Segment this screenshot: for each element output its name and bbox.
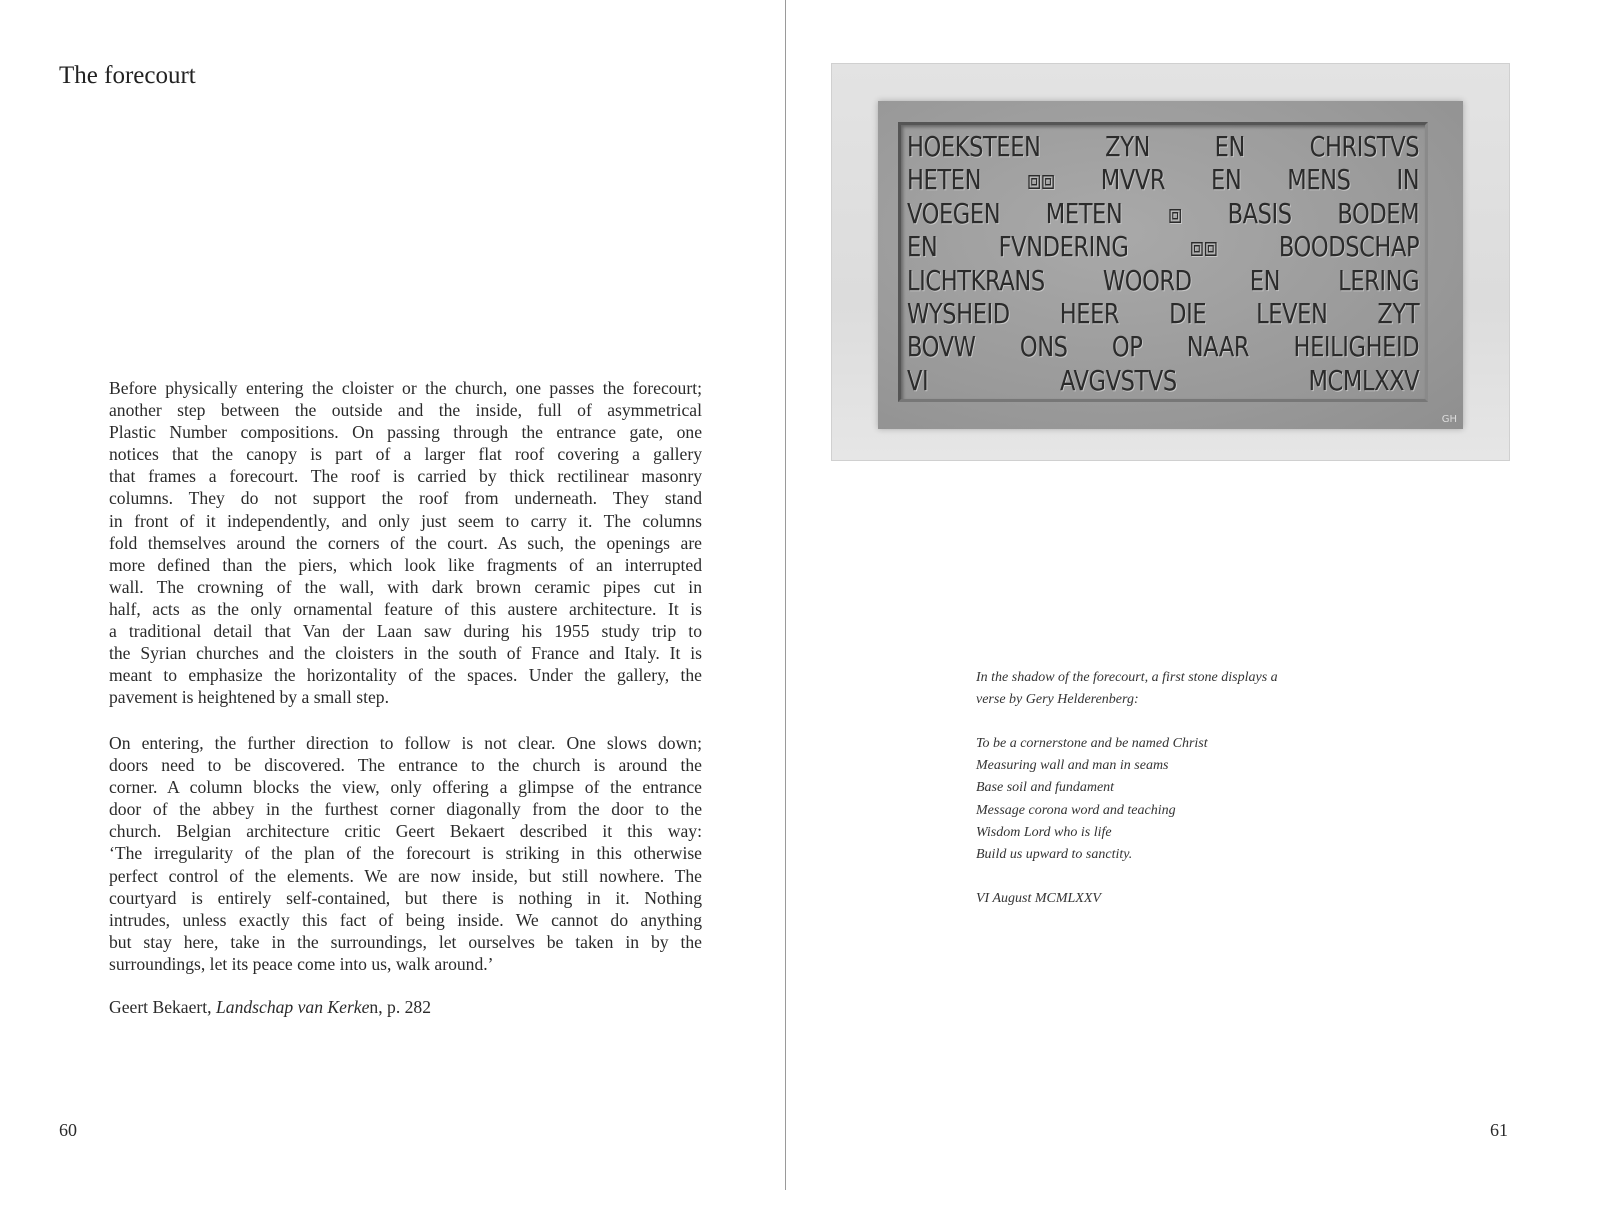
text-line: a traditional detail that Van der Laan saw during his 1955 study trip to: [109, 621, 702, 642]
text-line: church. Belgian architecture critic Geert Bekaert described it this way:: [109, 821, 702, 842]
text-line: notices that the canopy is part of a larger flat roof covering a gallery: [109, 444, 702, 465]
text-line: meant to emphasize the horizontality of the spaces. Under the gallery, the: [109, 665, 702, 686]
citation: [109, 997, 431, 1018]
caption-line: In the shadow of the forecourt, a first stone displays a: [976, 670, 1278, 685]
text-line: in front of it independently, and only just seem to carry it. The columns: [109, 510, 702, 531]
caption-line: verse by Gery Helderenberg:: [976, 692, 1139, 708]
inscription-line: WYSHEID HEER DIE LEVEN ZYT: [907, 298, 1420, 331]
text-line: but stay here, take in the surroundings, let ourselves be taken in by the: [109, 931, 702, 952]
paragraph-1: [109, 377, 702, 708]
caption-line: Base soil and fundament: [976, 780, 1115, 796]
caption-line: Wisdom Lord who is life: [976, 824, 1112, 840]
citation-work: Landschap van Kerke: [215, 997, 370, 1017]
text-line: fold themselves around the corners of the court. As such, the openings are: [109, 532, 702, 553]
text-line: door of the abbey in the furthest corner diagonally from the door to the: [109, 799, 702, 820]
text-line: Before physically entering the cloister or the church, one passes the forecourt;: [109, 378, 702, 398]
citation-rest: n, p. 282: [369, 997, 431, 1017]
left-page: [0, 0, 785, 1211]
text-line: columns. They do not support the roof from underneath. They stand: [109, 488, 702, 509]
caption-line: [976, 711, 1278, 733]
text-line: more defined than the piers, which look like fragments of an interrupted: [109, 554, 702, 575]
text-line: surroundings, let its peace come into us, walk around.’: [109, 953, 494, 974]
page-number-left: 60: [59, 1120, 77, 1140]
inscription-line: VI AVGVSTVS MCMLXXV: [907, 364, 1420, 397]
text-line: half, acts as the only ornamental feature of this austere architecture. It is: [109, 598, 702, 619]
inscription-line: BOVW ONS OP NAAR HEILIGHEID: [907, 331, 1420, 364]
caption-line: To be a cornerstone and be named Christ: [976, 736, 1208, 752]
right-page: [786, 0, 1600, 1211]
text-line: On entering, the further direction to follow is not clear. One slows down;: [109, 733, 702, 753]
text-line: the Syrian churches and the cloisters in the south of France and Italy. It is: [109, 643, 702, 664]
text-line: wall. The crowning of the wall, with dark brown ceramic pipes cut in: [109, 576, 702, 597]
paragraph-2: [109, 732, 702, 975]
page-number-right: 61: [1490, 1120, 1508, 1140]
text-line: pavement is heightened by a small step.: [109, 687, 389, 708]
text-line: doors need to be discovered. The entrance to the church is around the: [109, 755, 702, 776]
text-line: that frames a forecourt. The roof is carried by thick rectilinear masonry: [109, 466, 702, 487]
caption-line: Measuring wall and man in seams: [976, 758, 1169, 774]
text-line: ‘The irregularity of the plan of the forecourt is striking in this otherwise: [109, 843, 702, 864]
caption-line: Build us upward to sanctity.: [976, 846, 1133, 862]
maker-mark: GH: [1441, 414, 1457, 425]
cornerstone-photo: [831, 63, 1510, 461]
caption-line: Message corona word and teaching: [976, 802, 1176, 818]
inscription-line: HETEN ⧈⧈ MVVR EN MENS IN: [907, 164, 1420, 197]
citation-author: Geert Bekaert,: [109, 997, 216, 1017]
text-line: intrudes, unless exactly this fact of being inside. We cannot do anything: [109, 909, 702, 930]
photo-caption: [976, 667, 1278, 910]
text-line: Plastic Number compositions. On passing through the entrance gate, one: [109, 422, 702, 443]
page-title: The forecourt: [59, 62, 196, 89]
inscription: [898, 122, 1428, 402]
caption-line: VI August MCMLXXV: [976, 890, 1101, 906]
stone-slab: [878, 101, 1463, 429]
inscription-line: HOEKSTEEN ZYN EN CHRISTVS: [907, 131, 1420, 163]
inscription-line: VOEGEN METEN ⧈ BASIS BODEM: [907, 197, 1420, 230]
text-line: corner. A column blocks the view, only offering a glimpse of the entrance: [109, 777, 702, 798]
caption-line: [976, 866, 1278, 888]
text-line: courtyard is entirely self-contained, but there is nothing in it. Nothing: [109, 887, 702, 908]
text-line: perfect control of the elements. We are now inside, but still nowhere. The: [109, 865, 702, 886]
text-line: another step between the outside and the inside, full of asymmetrical: [109, 400, 702, 421]
inscription-line: LICHTKRANS WOORD EN LERING: [907, 264, 1420, 297]
inscription-line: EN FVNDERING ⧈⧈ BOODSCHAP: [907, 231, 1420, 264]
